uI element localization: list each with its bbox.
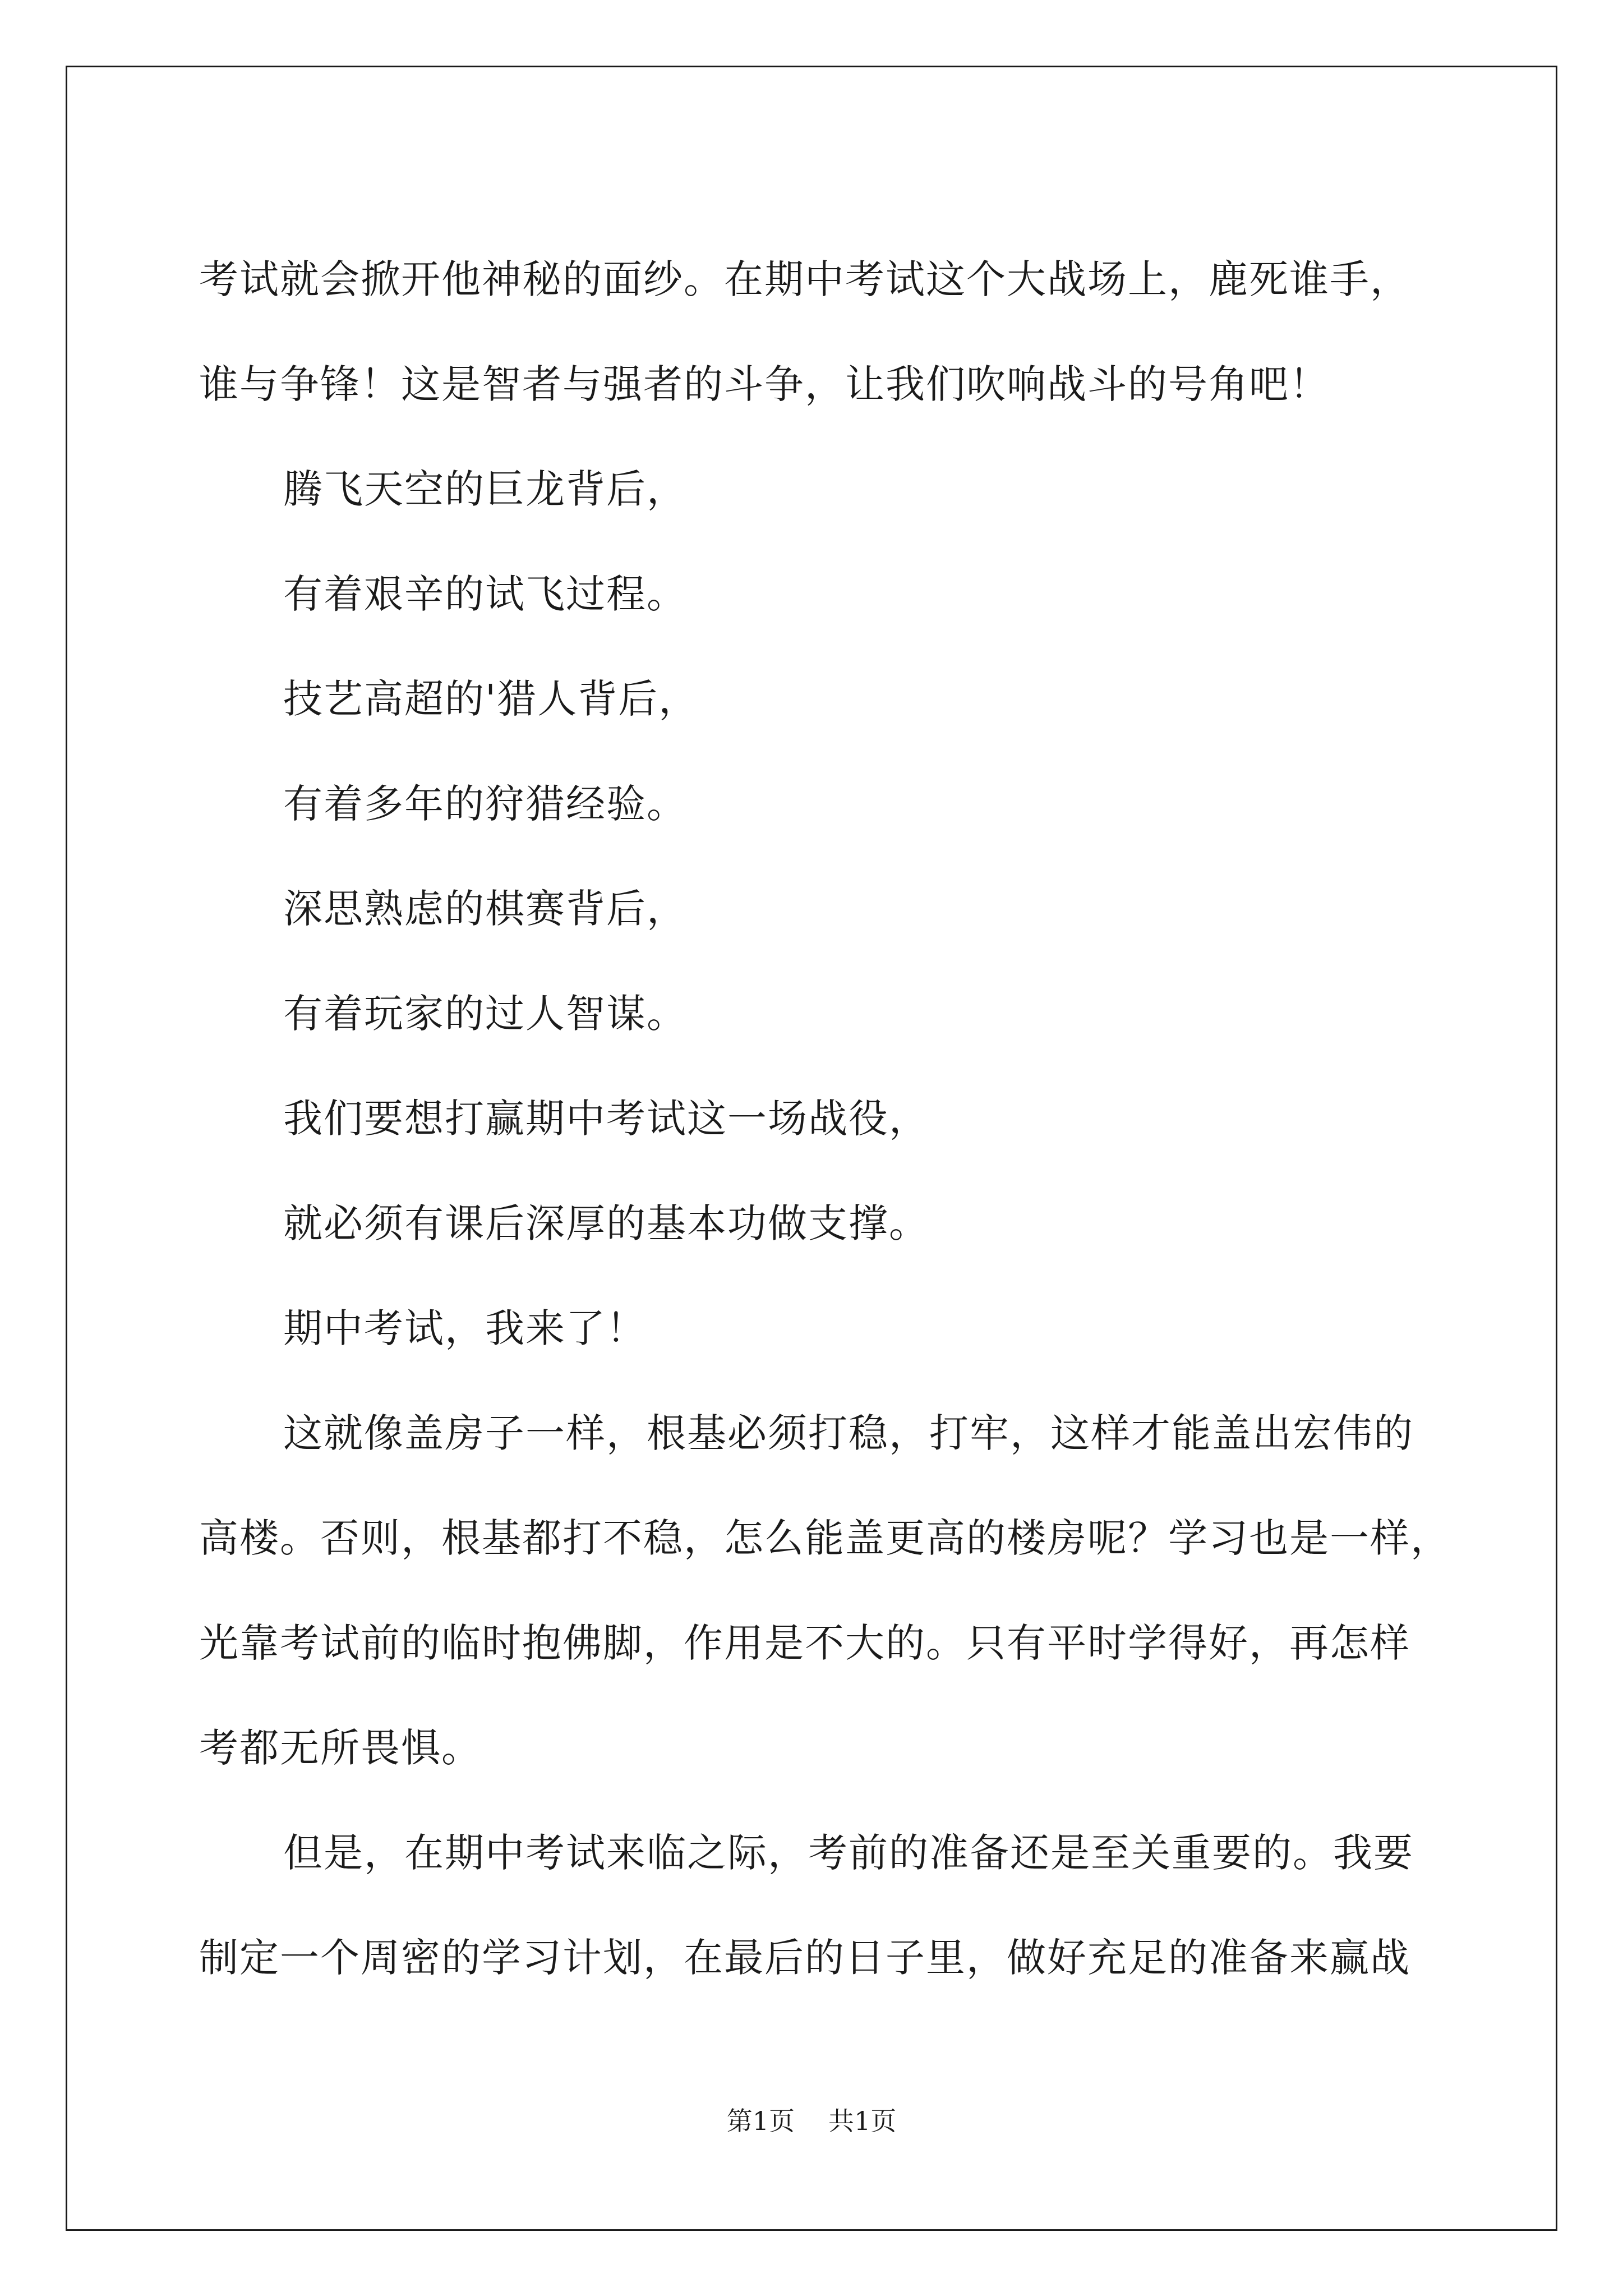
paragraph-line-1: 考试就会掀开他神秘的面纱。在期中考试这个大战场上，鹿死谁手，: [199, 256, 1410, 302]
paragraph-line-4: 有着艰辛的试飞过程。: [283, 571, 687, 617]
paragraph-line-11: 期中考试，我来了！: [283, 1305, 647, 1351]
paragraph-line-13: 高楼。否则，根基都打不稳，怎么能盖更高的楼房呢？学习也是一样，: [199, 1515, 1451, 1561]
page-total: 共1页: [828, 2106, 897, 2136]
paragraph-line-2: 谁与争锋！这是智者与强者的斗争，让我们吹响战斗的号角吧！: [199, 361, 1330, 407]
paragraph-line-5: 技艺高超的'猎人背后，: [283, 676, 699, 722]
paragraph-line-3: 腾飞天空的巨龙背后，: [283, 466, 687, 512]
paragraph-line-16: 但是，在期中考试来临之际，考前的准备还是至关重要的。我要: [283, 1830, 1414, 1876]
paragraph-line-15: 考都无所畏惧。: [199, 1725, 482, 1771]
paragraph-line-17: 制定一个周密的学习计划，在最后的日子里，做好充足的准备来赢战: [199, 1935, 1410, 1981]
page-number: 第1页: [726, 2106, 795, 2136]
page-footer: [0, 2101, 1623, 2138]
paragraph-line-9: 我们要想打赢期中考试这一场战役，: [283, 1096, 929, 1142]
paragraph-line-8: 有着玩家的过人智谋。: [283, 991, 687, 1037]
document-body: [199, 227, 1455, 2010]
paragraph-line-7: 深思熟虑的棋赛背后，: [283, 886, 687, 932]
paragraph-line-14: 光靠考试前的临时抱佛脚，作用是不大的。只有平时学得好，再怎样: [199, 1620, 1410, 1666]
paragraph-line-6: 有着多年的狩猎经验。: [283, 781, 687, 827]
paragraph-line-12: 这就像盖房子一样，根基必须打稳，打牢，这样才能盖出宏伟的: [283, 1410, 1414, 1456]
paragraph-line-10: 就必须有课后深厚的基本功做支撑。: [283, 1200, 929, 1246]
